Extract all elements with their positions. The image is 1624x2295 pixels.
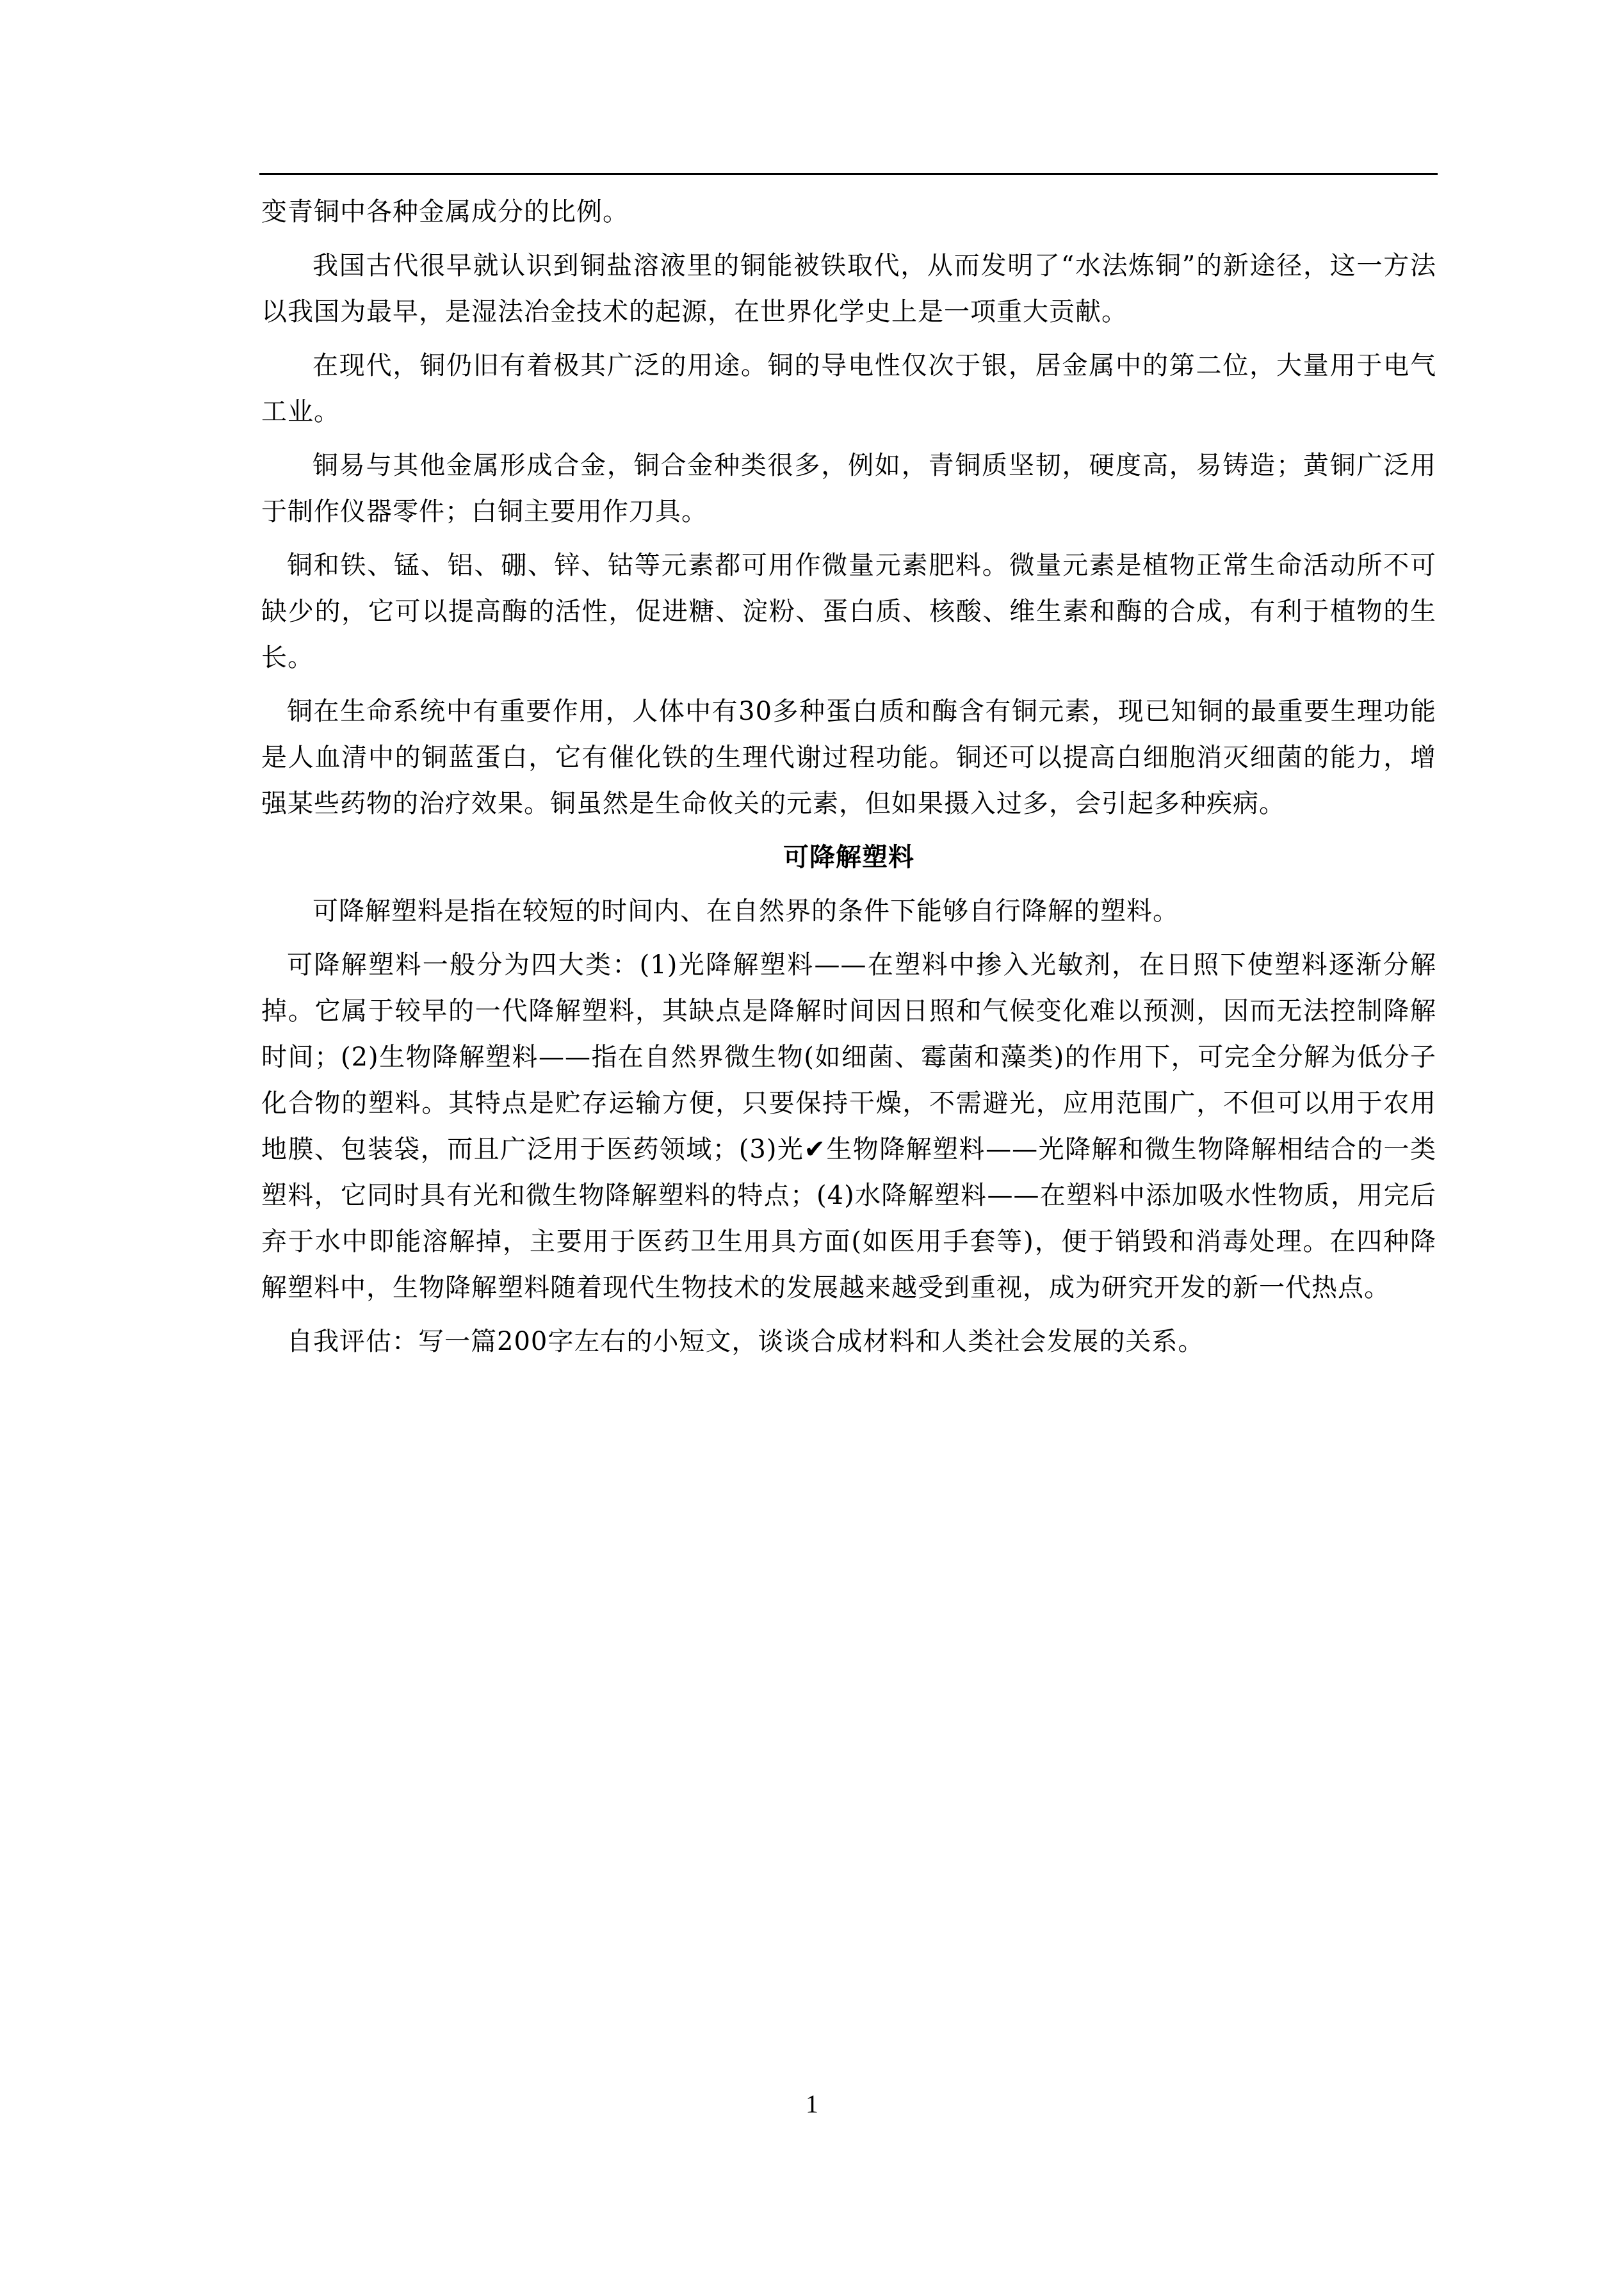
paragraph-degradable-types: 可降解塑料一般分为四大类：(1)光降解塑料——在塑料中掺入光敏剂，在日照下使塑料逐渐分解掉。它属于较早的一代降解塑料，其缺点是降解时间因日照和气候变化难以预测，因而无法控制降解时间；(2)生物降解塑料——指在自然界微生物(如细菌、霉菌和藻类)的作用下，可完全分解为低分子化合物的塑料。其特点是贮存运输方便，只要保持干燥，不需避光，应用范围广，不但可以用于农用地膜、包装袋，而且广泛用于医药领域；(3)光✔生物降解塑料——光降解和微生物降解相结合的一类塑料，它同时具有光和微生物降解塑料的特点；(4)水降解塑料——在塑料中添加吸水性物质，用完后弃于水中即能溶解掉，主要用于医药卫生用具方面(如医用手套等)，便于销毁和消毒处理。在四种降解塑料中，生物降解塑料随着现代生物技术的发展越来越受到重视，成为研究开发的新一代热点。 (261, 950, 1436, 1302)
paragraph-self-assessment: 自我评估：写一篇200字左右的小短文，谈谈合成材料和人类社会发展的关系。 (287, 1327, 1205, 1356)
paragraph-trace-elements: 铜和铁、锰、铝、硼、锌、钴等元素都可用作微量元素肥料。微量元素是植物正常生命活动所不可缺少的，它可以提高酶的活性，促进糖、淀粉、蛋白质、核酸、维生素和酶的合成，有利于植物的生长。 (261, 551, 1436, 672)
document-body (261, 189, 1436, 1365)
page-number: 1 (806, 2089, 818, 2118)
paragraph-bronze-ratio: 变青铜中各种金属成分的比例。 (261, 197, 629, 227)
paragraph-degradable-definition: 可降解塑料是指在较短的时间内、在自然界的条件下能够自行降解的塑料。 (313, 896, 1179, 926)
paragraph-hydrometallurgy: 我国古代很早就认识到铜盐溶液里的铜能被铁取代，从而发明了“水法炼铜”的新途径，这一方法以我国为最早，是湿法冶金技术的起源，在世界化学史上是一项重大贡献。 (261, 251, 1436, 327)
paragraph-alloys: 铜易与其他金属形成合金，铜合金种类很多，例如，青铜质坚韧，硬度高，易铸造；黄铜广泛用于制作仪器零件；白铜主要用作刀具。 (261, 451, 1436, 526)
header-rule (259, 173, 1438, 175)
paragraph-life-systems: 铜在生命系统中有重要作用，人体中有30多种蛋白质和酶含有铜元素，现已知铜的最重要生理功能是人血清中的铜蓝蛋白，它有催化铁的生理代谢过程功能。铜还可以提高白细胞消灭细菌的能力，增强某些药物的治疗效果。铜虽然是生命攸关的元素，但如果摄入过多，会引起多种疾病。 (261, 697, 1436, 818)
section-title: 可降解塑料 (783, 842, 914, 872)
paragraph-modern-use: 在现代，铜仍旧有着极其广泛的用途。铜的导电性仅次于银，居金属中的第二位，大量用于电气工业。 (261, 351, 1436, 426)
